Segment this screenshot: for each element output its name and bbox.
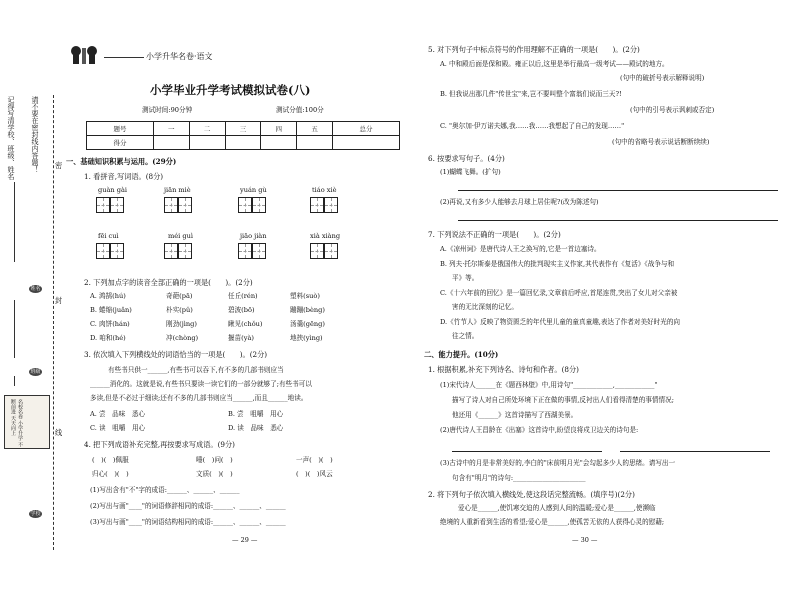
table-header: 总分: [333, 122, 400, 136]
pinyin: jiāo jiàn: [240, 232, 267, 240]
table-header: 题号: [87, 122, 154, 136]
q7-option-a: A.《凉州词》是唐代诗人王之涣写的,它是一首边塞诗。: [440, 245, 601, 253]
score-table-header-row: [87, 122, 400, 136]
section2-heading: 二、能力提升。(10分): [424, 350, 499, 359]
char-box[interactable]: [324, 197, 338, 213]
idiom-blank: 唾( )问( ): [196, 456, 233, 464]
answer-line[interactable]: [458, 190, 778, 191]
name-label: 姓名: [30, 286, 41, 292]
r2-text-line: 绝境的人重新看到生活的希望;爱心是______,使孤苦无依的人获得心灵的慰藉;: [440, 518, 665, 526]
char-box[interactable]: [238, 197, 252, 213]
q6-item-2: (2)再说,又有多少人能够去月球上居住呢?(改为陈述句): [440, 198, 599, 206]
q2-option: D. 咱和(hé): [90, 334, 126, 342]
char-box[interactable]: [252, 197, 266, 213]
r1-prompt: 1. 根据积累,补充下列诗名、诗句和作者。(8分): [428, 365, 579, 374]
q3-text-line: 有些书只供一______,有些书可以吞下,有不多的几部书则应当: [108, 366, 284, 374]
char-box[interactable]: [238, 243, 252, 259]
binding-strip: [0, 0, 62, 589]
q2-option: 蹦蹦(bèng): [290, 306, 325, 314]
q2-prompt: 2. 下列加点字的读音全部正确的一项是( )。(2分): [84, 278, 253, 287]
q2-option: 朴实(pǔ): [166, 306, 193, 314]
r1-item-2: (2)唐代诗人王昌龄在《出塞》这首诗中,盼望良将戍卫边关的诗句是:: [440, 426, 639, 434]
q5-option-c-note: (句中的省略号表示说话断断续续): [612, 138, 710, 146]
q7-option-c-cont: 害的无比深刻的记忆。: [452, 303, 518, 311]
class-field-line: [14, 300, 15, 358]
test-score: 测试分值:100分: [276, 106, 324, 114]
char-box[interactable]: [178, 197, 192, 213]
idiom-blank: 归心( )( ): [92, 470, 129, 478]
q1-prompt: 1. 看拼音,写词语。(8分): [84, 172, 164, 181]
q2-option: 任丘(rén): [228, 292, 258, 300]
char-box[interactable]: [110, 243, 124, 259]
r1-item-1-cont: 描写了诗人对自己所处环境下正在做的事情,反衬出人们看得清楚的事情情况;: [452, 396, 674, 404]
score-cell: [261, 136, 297, 150]
page-title: 小学毕业升学考试模拟试卷(八): [150, 83, 311, 97]
q2-option: 揠苗(yà): [228, 334, 254, 342]
char-box[interactable]: [178, 243, 192, 259]
q3-option: B. 尝 咀嚼 用心: [228, 410, 284, 418]
q2-option: 瞅见(chǒu): [228, 320, 263, 328]
q5-prompt: 5. 对下列句子中标点符号的作用理解不正确的一项是( )。(2分): [428, 45, 640, 54]
q2-option: 地挟(yìng): [290, 334, 323, 342]
table-header: 一: [153, 122, 189, 136]
score-cell: [189, 136, 225, 150]
idiom-blank: ( )( )佩服: [92, 456, 129, 464]
q2-option: 奇葩(pā): [166, 292, 193, 300]
q5-option-b-note: (句中的引号表示讽刺或否定): [630, 106, 715, 114]
seal-char-1: 密: [55, 161, 63, 170]
char-box[interactable]: [324, 243, 338, 259]
q7-prompt: 7. 下列说法不正确的一项是( )。(2分): [428, 230, 561, 239]
q7-option-c: C.《十六年前的回忆》是一篇回忆录,文章前后呼应,首尾连贯,突出了女儿对父亲被: [440, 289, 678, 297]
char-box[interactable]: [252, 243, 266, 259]
char-box[interactable]: [164, 197, 178, 213]
pinyin: jiān miè: [164, 186, 191, 194]
r1-item-1: (1)宋代诗人______在《题西林壁》中,用诗句"____________,____________": [440, 381, 658, 389]
page-number-right: — 30 —: [572, 536, 598, 544]
pinyin: fēi cuì: [98, 232, 119, 240]
name-field-line: [14, 182, 15, 262]
q5-option-c: C. "奥尔加·伊万诺夫娜,我……我……我想起了自己的发现……": [440, 122, 625, 130]
r1-item-3: (3)古诗中的月是非常美好的,李白的"床前明月光"会勾起多少人的思绪。请写出一: [440, 459, 676, 467]
q3-option: C. 读 咀嚼 用心: [90, 424, 146, 432]
series-title: 小学升华名卷·语文: [146, 52, 213, 61]
q6-item-1: (1)蝴蝶飞舞。(扩句): [440, 168, 501, 176]
score-table: [86, 121, 400, 150]
score-cell: [297, 136, 333, 150]
test-time: 测试时间:90分钟: [142, 106, 193, 114]
q5-option-b: B. 但我说出那几件"传世宝"来,岂不要叫整个富翁们说而三天?!: [440, 90, 622, 98]
school-label: 学校: [30, 511, 41, 517]
binding-fill-hint: 记得写清学校、班级、姓名: [7, 96, 15, 180]
section1-heading: 一、基础知识积累与运用。(29分): [66, 157, 177, 166]
q2-option: B. 蜷缩(juǎn): [90, 306, 132, 314]
seal-char-3: 线: [55, 428, 63, 437]
q7-option-b-cont: 平》等。: [452, 274, 479, 282]
char-box[interactable]: [164, 243, 178, 259]
pinyin: guàn gài: [98, 186, 128, 194]
seal-char-2: 封: [55, 296, 63, 305]
table-header: 四: [261, 122, 297, 136]
pinyin: tiáo xiè: [312, 186, 337, 194]
q4-subquestion: (3)写出与画"____"的词语结构相同的成语:______、______、______: [90, 518, 286, 526]
table-header: 二: [189, 122, 225, 136]
char-box[interactable]: [110, 197, 124, 213]
q5-option-a: A. 中和殿后面是保和殿。雍正以后,这里是举行最高一级考试——殿试的地方。: [440, 60, 669, 68]
school-stamp: 名校名卷 小学升学 不断前进 天天向上: [4, 395, 50, 449]
q2-option: 刚劲(jìng): [166, 320, 197, 328]
q3-prompt: 3. 依次填入下列横线处的词语恰当的一项是( )。(2分): [84, 350, 268, 359]
table-header: 三: [225, 122, 261, 136]
score-cell: [225, 136, 261, 150]
q2-option: 汤羹(gēng): [290, 320, 325, 328]
score-cell: [333, 136, 400, 150]
r1-item-1-cont: 他还用《______》这首诗描写了西湖美景。: [452, 411, 578, 419]
r1-item-3-cont: 句含有"明月"的诗句:______________________: [452, 474, 586, 482]
q2-option: C. 肉饼(hán): [90, 320, 130, 328]
q2-option: 碧波(bō): [228, 306, 255, 314]
q2-option: 塑料(suò): [290, 292, 320, 300]
q4-subquestion: (1)写出含有"不"字的成语:______、______、______: [90, 486, 240, 494]
pinyin: yuán gù: [240, 186, 267, 194]
char-box[interactable]: [96, 197, 110, 213]
q6-prompt: 6. 按要求写句子。(4分): [428, 154, 505, 163]
q7-option-b: B. 列夫·托尔斯泰是俄国伟大的批判现实主义作家,其代表作有《复活》《战争与和: [440, 260, 675, 268]
table-row-label: 得分: [87, 136, 154, 150]
char-box[interactable]: [96, 243, 110, 259]
q2-option: 冲(chòng): [166, 334, 199, 342]
pinyin: xià xiàng: [310, 232, 341, 240]
q3-text-line: 多读,但是不必过于细读;还有不多的几部书则应当______,而且______地读。: [90, 394, 308, 402]
q3-option: D. 读 品味 悉心: [228, 424, 284, 432]
q4-subquestion: (2)写出与画"____"的词语修辞相同的成语:______、______、______: [90, 502, 286, 510]
header-rule: [104, 57, 144, 58]
class-label: 班级: [30, 369, 41, 375]
table-header: 五: [297, 122, 333, 136]
pinyin: méi guì: [168, 232, 193, 240]
q2-option: A. 鸿鹄(hú): [90, 292, 126, 300]
answer-line[interactable]: [452, 451, 602, 452]
idiom-blank: 一声( )( ): [296, 456, 333, 464]
char-box[interactable]: [310, 197, 324, 213]
answer-line[interactable]: [620, 451, 770, 452]
seal-line: [53, 95, 54, 550]
school-field-line: [14, 376, 15, 386]
score-cell: [153, 136, 189, 150]
binding-notice: 请不要在密封线内答题！: [31, 96, 39, 173]
q4-prompt: 4. 把下列成语补充完整,再按要求写成语。(9分): [84, 440, 235, 449]
answer-line[interactable]: [458, 220, 778, 221]
series-logo-icon: [68, 44, 102, 66]
q7-option-d-cont: 往之情。: [452, 332, 479, 340]
char-box[interactable]: [310, 243, 324, 259]
idiom-blank: ( )( )风云: [296, 470, 333, 478]
r2-text-line: 爱心是______,使饥寒交迫的人感到人间的温暖;爱心是______,使濒临: [458, 504, 656, 512]
score-table-row: [87, 136, 400, 150]
q5-option-a-note: (句中的破折号表示解释说明): [620, 74, 705, 82]
page-number-left: — 29 —: [232, 536, 258, 544]
r2-prompt: 2. 将下列句子依次填入横线处,使这段话完整流畅。(填序号)(2分): [428, 490, 635, 499]
q7-option-d: D.《竹节人》反映了物资匮乏的年代里儿童的童真童趣,表达了作者对美好时光的向: [440, 318, 681, 326]
idiom-blank: 文质( )( ): [196, 470, 233, 478]
q3-text-line: ______消化的。这就是说,有些书只要读一读它们的一部分就够了;有些书可以: [90, 380, 312, 388]
q3-option: A. 尝 品味 悉心: [90, 410, 146, 418]
